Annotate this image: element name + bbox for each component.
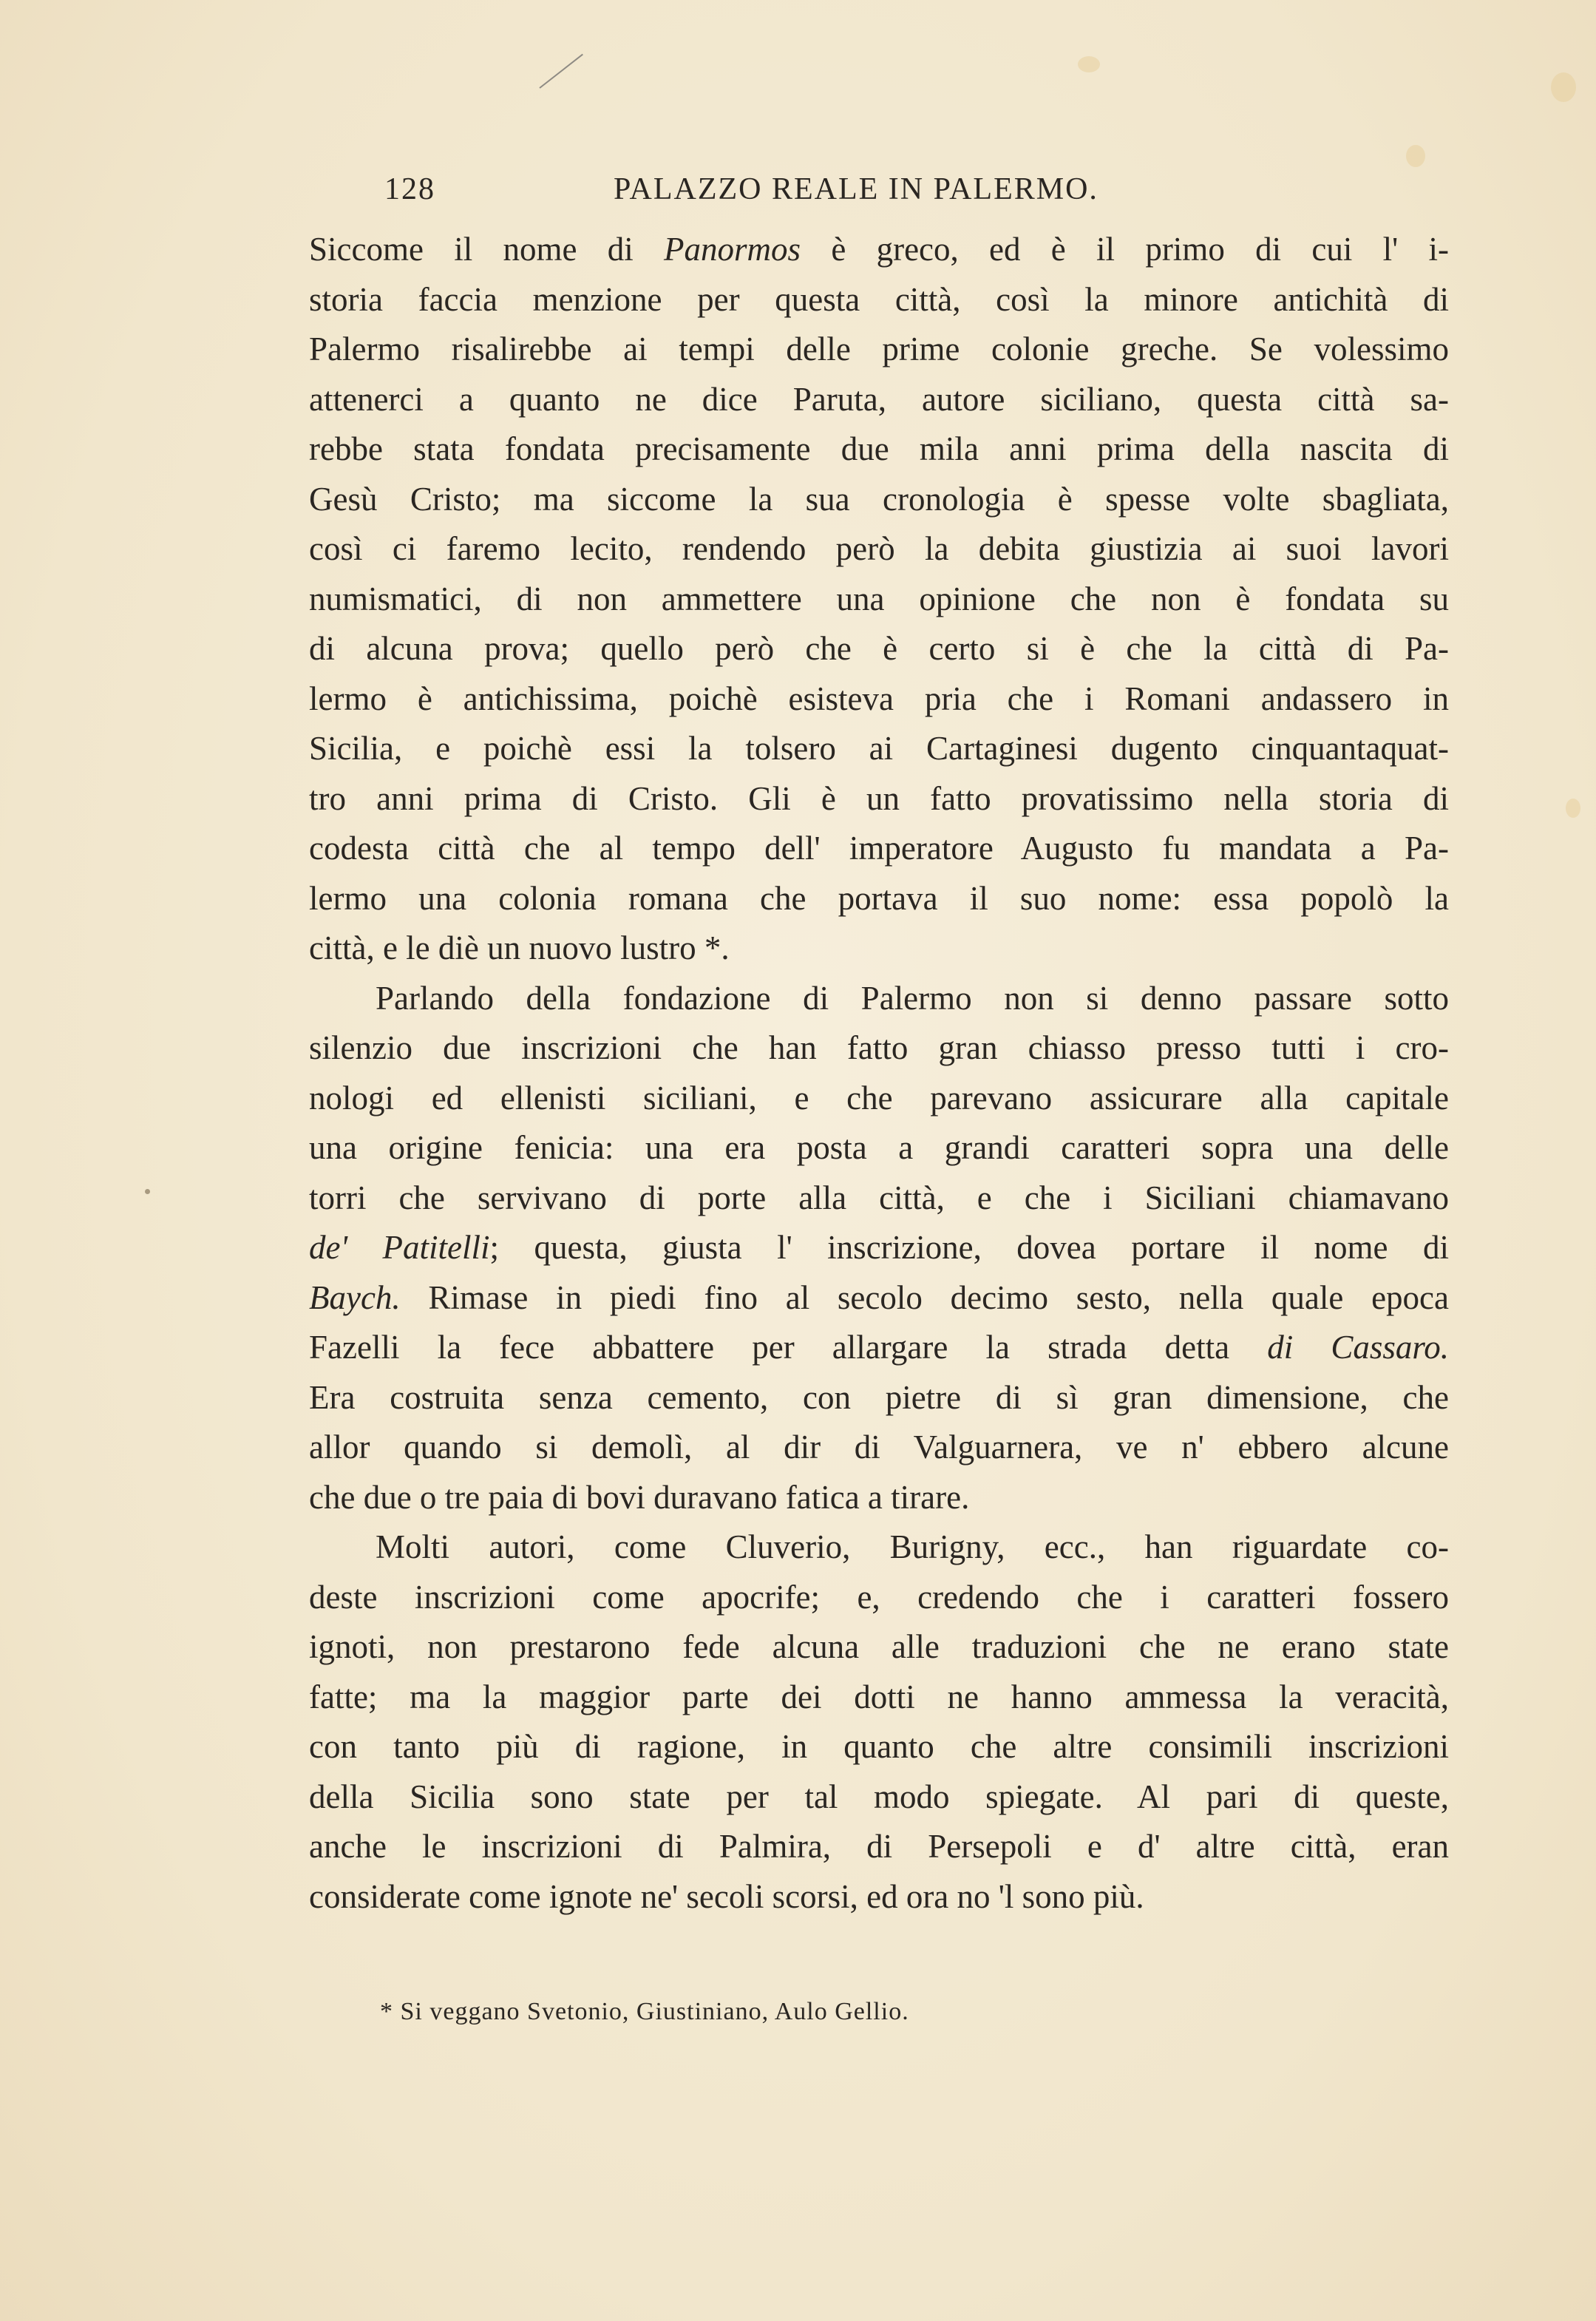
text-line (309, 724, 1449, 774)
foxing-stain (1406, 145, 1425, 167)
page-number: 128 (384, 172, 435, 206)
text-segment: lermo è antichissima, poichè esisteva pria che i Romani andassero in (309, 680, 1449, 717)
text-line (309, 974, 1449, 1024)
text-segment: tro anni prima di Cristo. Gli è un fatto provatissimo nella storia di (309, 779, 1449, 817)
text-line (309, 624, 1449, 674)
margin-dot (145, 1189, 150, 1194)
text-line (309, 1473, 1449, 1523)
text-line (309, 1722, 1449, 1772)
text-line (309, 874, 1449, 924)
italic-text: Baych. (309, 1278, 401, 1316)
text-line (309, 1673, 1449, 1723)
text-segment: silenzio due inscrizioni che han fatto gran chiasso presso tutti i cro- (309, 1029, 1449, 1066)
text-line (309, 824, 1449, 874)
text-line (309, 475, 1449, 525)
text-line (309, 1822, 1449, 1872)
text-line (309, 225, 1449, 275)
text-segment: considerate come ignote ne' secoli scorsi, ed ora no 'l sono più. (309, 1877, 1144, 1915)
text-segment: Fazelli la fece abbattere per allargare la strada detta (309, 1329, 1268, 1366)
text-segment: Gesù Cristo; ma siccome la sua cronologia è spesse volte sbagliata, (309, 480, 1449, 518)
text-segment: Rimase in piedi fino al secolo decimo sesto, nella quale epoca (400, 1278, 1449, 1316)
text-segment: Sicilia, e poichè essi la tolsero ai Cartaginesi dugento cinquantaquat- (309, 730, 1449, 767)
foxing-stain (1566, 799, 1580, 818)
text-line (309, 774, 1449, 824)
body-text (309, 225, 1449, 1922)
text-segment: fatte; ma la maggior parte dei dotti ne hanno ammessa la veracità, (309, 1678, 1449, 1715)
text-segment: ; questa, giusta l' inscrizione, dovea portare il nome di (489, 1229, 1449, 1266)
text-line (309, 1123, 1449, 1173)
text-line (309, 1573, 1449, 1623)
italic-text: di Cassaro. (1267, 1329, 1449, 1366)
text-segment: con tanto più di ragione, in quanto che altre consimili inscrizioni (309, 1728, 1449, 1765)
italic-text: Panormos (664, 231, 801, 268)
text-segment: della Sicilia sono state per tal modo spiegate. Al pari di queste, (309, 1778, 1449, 1815)
text-line (309, 1423, 1449, 1473)
foxing-stain (1551, 72, 1576, 102)
text-line (309, 424, 1449, 475)
text-line (309, 1373, 1449, 1423)
text-line (309, 325, 1449, 375)
text-segment: Parlando della fondazione di Palermo non si denno passare sotto (376, 979, 1449, 1017)
text-segment: Molti autori, come Cluverio, Burigny, ecc., han riguardate co- (376, 1528, 1449, 1565)
text-line (309, 1173, 1449, 1224)
text-line (309, 1023, 1449, 1074)
text-line (309, 375, 1449, 425)
text-segment: ignoti, non prestarono fede alcuna alle traduzioni che ne erano state (309, 1628, 1449, 1665)
text-segment: anche le inscrizioni di Palmira, di Persepoli e d' altre città, eran (309, 1828, 1449, 1865)
italic-text: de' Patitelli (309, 1229, 490, 1266)
text-segment: allor quando si demolì, al dir di Valguarnera, ve n' ebbero alcune (309, 1429, 1449, 1466)
text-line (309, 1323, 1449, 1373)
page-header (384, 172, 1168, 216)
text-segment: storia faccia menzione per questa città, così la minore antichità di (309, 280, 1449, 318)
text-segment: è greco, ed è il primo di cui l' i- (801, 231, 1449, 268)
text-segment: di alcuna prova; quello però che è certo si è che la città di Pa- (309, 630, 1449, 667)
foxing-stain (1078, 56, 1100, 72)
footnote: * Si veggano Svetonio, Giustiniano, Aulo Gellio. (380, 1998, 909, 2025)
text-segment: attenerci a quanto ne dice Paruta, autore siciliano, questa città sa- (309, 380, 1449, 418)
text-segment: nologi ed ellenisti siciliani, e che parevano assicurare alla capitale (309, 1079, 1449, 1117)
text-segment: Siccome il nome di (309, 231, 665, 268)
text-segment: così ci faremo lecito, rendendo però la debita giustizia ai suoi lavori (309, 530, 1449, 567)
text-line (309, 1872, 1449, 1922)
text-line (309, 524, 1449, 575)
text-segment: Palermo risalirebbe ai tempi delle prime colonie greche. Se volessimo (309, 331, 1449, 367)
text-line (309, 1522, 1449, 1573)
text-segment: codesta città che al tempo dell' imperatore Augusto fu mandata a Pa- (309, 830, 1449, 867)
text-segment: numismatici, di non ammettere una opinione che non è fondata su (309, 580, 1449, 617)
text-segment: deste inscrizioni come apocrife; e, credendo che i caratteri fossero (309, 1578, 1449, 1616)
text-line (309, 1622, 1449, 1673)
text-line (309, 1772, 1449, 1823)
text-segment: che due o tre paia di bovi duravano fatica a tirare. (309, 1478, 970, 1516)
text-line (309, 1074, 1449, 1124)
text-line (309, 924, 1449, 974)
running-title: PALAZZO REALE IN PALERMO. (614, 172, 1098, 206)
text-line (309, 1273, 1449, 1324)
text-segment: Era costruita senza cemento, con pietre di sì gran dimensione, che (309, 1378, 1449, 1416)
text-segment: città, e le diè un nuovo lustro *. (309, 929, 730, 966)
text-line (309, 575, 1449, 625)
text-segment: una origine fenicia: una era posta a grandi caratteri sopra una delle (309, 1129, 1449, 1166)
text-segment: rebbe stata fondata precisamente due mila anni prima della nascita di (309, 430, 1449, 467)
text-line (309, 674, 1449, 725)
text-segment: lermo una colonia romana che portava il suo nome: essa popolò la (309, 879, 1449, 917)
text-line (309, 1223, 1449, 1273)
text-line (309, 275, 1449, 325)
text-segment: torri che servivano di porte alla città, e che i Siciliani chiamavano (309, 1179, 1449, 1216)
